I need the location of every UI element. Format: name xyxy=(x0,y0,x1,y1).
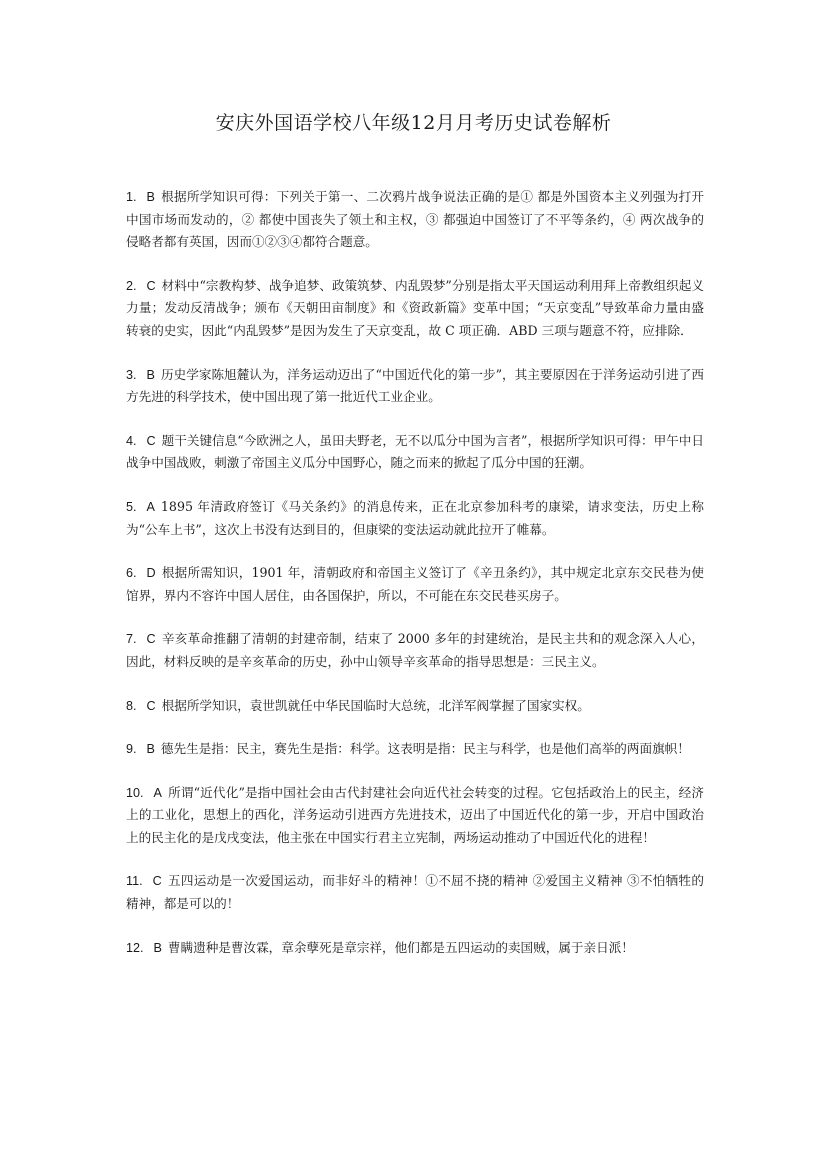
item-answer: D xyxy=(146,566,156,581)
answer-item xyxy=(126,430,704,475)
item-explanation: 1895 年清政府签订《马关条约》的消息传来，正在北京参加科考的康梁，请求变法，历史上称为“公车上书”，这次上书没有达到目的，但康梁的变法运动就此拉开了帷幕。 xyxy=(126,498,704,537)
item-number: 4. xyxy=(126,433,137,448)
answer-item xyxy=(126,186,704,254)
answer-item xyxy=(126,562,704,607)
item-explanation: 德先生是指：民主，赛先生是指：科学。这表明是指：民主与科学，也是他们高举的两面旗帜！ xyxy=(160,741,690,757)
item-answer: B xyxy=(146,190,155,204)
answer-item xyxy=(126,275,704,343)
item-answer: A xyxy=(153,785,162,800)
item-answer: C xyxy=(146,433,156,448)
item-number: 11. xyxy=(126,874,143,889)
item-answer: C xyxy=(146,632,156,647)
answer-item xyxy=(126,496,704,541)
item-answer: C xyxy=(152,874,162,889)
item-explanation: 根据所学知识，袁世凯就任中华民国临时大总统，北洋军阀掌握了国家实权。 xyxy=(161,697,590,713)
item-number: 5. xyxy=(126,499,137,514)
answer-item xyxy=(126,695,704,718)
item-number: 7. xyxy=(126,632,137,647)
item-number: 2. xyxy=(126,278,137,293)
document-title: 安庆外国语学校八年级12月月考历史试卷解析 xyxy=(215,112,612,134)
item-answer: B xyxy=(153,940,162,955)
answer-item xyxy=(126,870,704,915)
item-explanation: 五四运动是一次爱国运动，而非好斗的精神！①不屈不挠的精神 ②爱国主义精神 ③不怕牺牲的精神，都是可以的！ xyxy=(126,873,704,912)
item-number: 6. xyxy=(126,566,137,581)
item-explanation: 历史学家陈旭麓认为，洋务运动迈出了“中国近代化的第一步”，其主要原因在于洋务运动引进了西方先进的科学技术，使中国出现了第一批近代工业企业。 xyxy=(126,366,704,405)
item-answer: B xyxy=(146,367,155,382)
item-number: 3. xyxy=(126,367,137,382)
answer-list xyxy=(126,186,704,959)
answer-item xyxy=(126,364,704,409)
item-answer: B xyxy=(146,742,155,757)
item-explanation: 根据所学知识可得：下列关于第一、二次鸦片战争说法正确的是① 都是外国资本主义列强为打开中国市场而发动的，② 都使中国丧失了领土和主权，③ 都强迫中国签订了不平等条约，④ 两次战争的侵略者都有英国，因而①②③④都符合题意。 xyxy=(126,189,704,250)
item-explanation: 根据所需知识，1901 年，清朝政府和帝国主义签订了《辛丑条约》，其中规定北京东交民巷为使馆界，界内不容许中国人居住，由各国保护，所以，不可能在东交民巷买房子。 xyxy=(126,565,704,603)
answer-item xyxy=(126,738,704,761)
item-number: 12. xyxy=(126,940,144,955)
answer-item xyxy=(126,937,704,960)
item-number: 10. xyxy=(126,785,144,800)
item-explanation: 材料中“宗教构梦、战争追梦、政策筑梦、内乱毁梦”分别是指太平天国运动利用拜上帝教组织起义力量；发动反清战争；颁布《天朝田亩制度》和《资政新篇》变革中国；“天京变乱”导致革命力量由盛转衰的史实，因此“内乱毁梦”是因为发生了天京变乱，故 C 项正确．ABD 三项与题意不符，应排除． xyxy=(126,277,704,338)
item-number: 8. xyxy=(126,698,137,713)
answer-item xyxy=(126,782,704,850)
item-answer: C xyxy=(146,698,156,713)
item-number: 1. xyxy=(126,190,137,204)
item-explanation: 所谓“近代化”是指中国社会由古代封建社会向近代社会转变的过程。它包括政治上的民主，经济上的工业化，思想上的西化，洋务运动引进西方先进技术，迈出了中国近代化的第一步，开启中国政治上的民主化的是戊戌变法，他主张在中国实行君主立宪制，两场运动推动了中国近代化的进程！ xyxy=(126,784,704,845)
item-answer: C xyxy=(146,278,156,293)
item-answer: A xyxy=(146,499,155,514)
item-number: 9. xyxy=(126,742,137,757)
item-explanation: 曹瞒遗种是曹汝霖，章余孽死是章宗祥，他们都是五四运动的卖国贼，属于亲日派！ xyxy=(167,939,634,955)
item-explanation: 题干关键信息“今欧洲之人，虽田夫野老，无不以瓜分中国为言者”，根据所学知识可得：甲午中日战争中国战败，刺激了帝国主义瓜分中国野心，随之而来的掀起了瓜分中国的狂潮。 xyxy=(126,432,704,471)
answer-item xyxy=(126,628,704,673)
item-explanation: 辛亥革命推翻了清朝的封建帝制，结束了 2000 多年的封建统治，是民主共和的观念深入人心，因此，材料反映的是辛亥革命的历史，孙中山领导辛亥革命的指导思想是：三民主义。 xyxy=(126,631,704,669)
